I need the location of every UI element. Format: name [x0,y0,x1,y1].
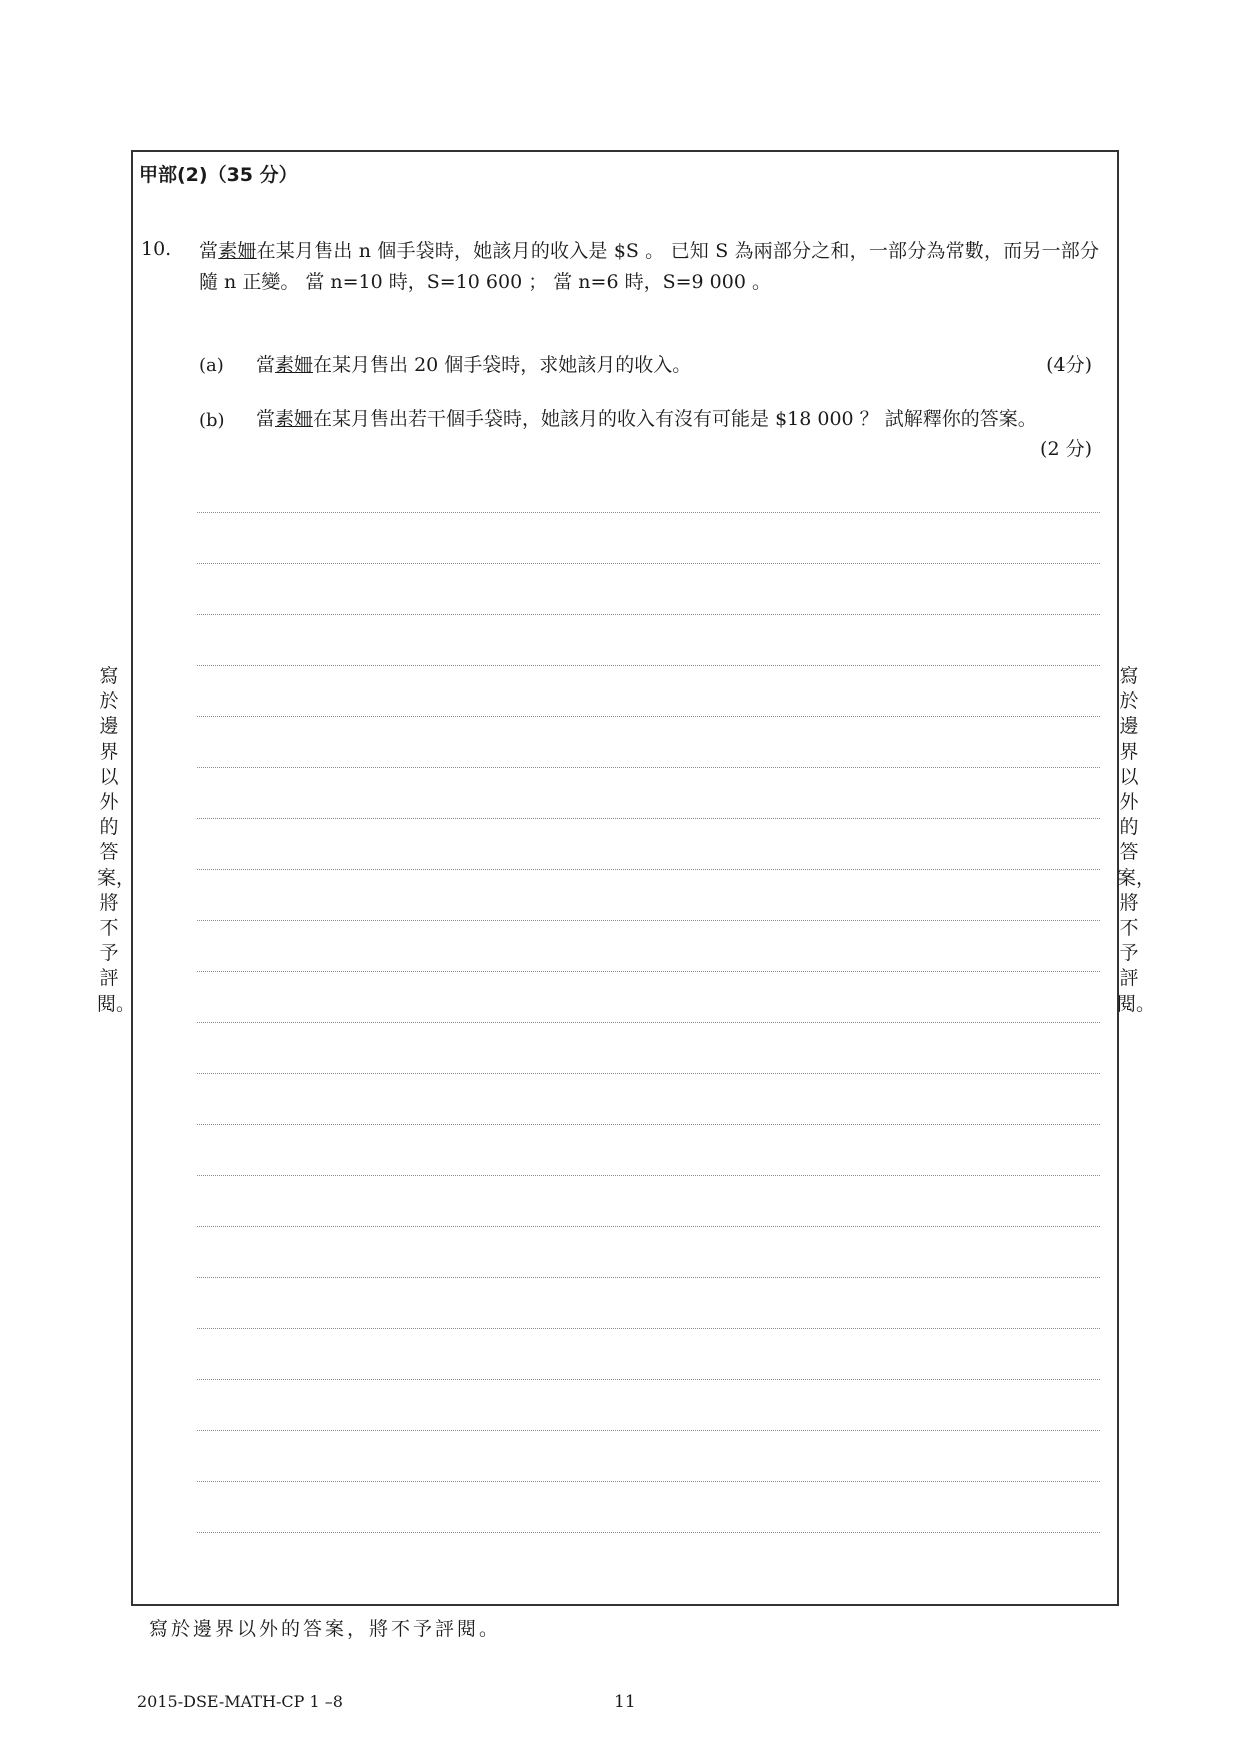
answer-line [197,1175,1100,1176]
part-b-marks: (2 分) [1040,438,1092,460]
part-b-label: (b) [199,410,225,431]
answer-line [197,1430,1100,1431]
side-notice-left: 寫於邊界以外的答案，將不予評閱。 [97,665,136,1015]
answer-line [197,818,1100,819]
answer-line [197,1481,1100,1482]
answer-line [197,1532,1100,1533]
answer-line [197,1379,1100,1380]
section-title: 甲部(2)（35 分） [139,164,298,186]
part-a-label: (a) [199,355,224,376]
answer-line [197,971,1100,972]
answer-line [197,1226,1100,1227]
answer-line [197,1022,1100,1023]
answer-line [197,1124,1100,1125]
part-a-text: 當素姍在某月售出 20 個手袋時，求她該月的收入。 [256,354,692,376]
part-b-text: 當素姍在某月售出若干個手袋時，她該月的收入有沒有可能是 $18 000 ？ 試解釋你的答案。 [256,408,1037,430]
question-number: 10. [141,238,172,260]
answer-line [197,512,1100,513]
answer-line [197,1328,1100,1329]
answer-line [197,716,1100,717]
answer-line [197,1277,1100,1278]
footer-code: 2015-DSE-MATH-CP 1 –8 [137,1692,343,1711]
page-number: 11 [614,1692,636,1712]
answer-line [197,767,1100,768]
name-underlined: 素姍 [275,408,314,430]
answer-line [197,563,1100,564]
name-underlined: 素姍 [275,354,314,376]
answer-line [197,920,1100,921]
answer-line [197,869,1100,870]
question-text: 當素姍在某月售出 n 個手袋時，她該月的收入是 $S 。 已知 S 為兩部分之和，一部分為常數，而另一部分隨 n 正變。 當 n=10 時，S=10 600 ； 當 n=6 時，S=9 000 。 [199,240,1099,293]
answer-line [197,1073,1100,1074]
name-underlined: 素姍 [218,240,257,262]
answer-line [197,614,1100,615]
side-notice-right: 寫於邊界以外的答案，將不予評閱。 [1117,665,1156,1015]
part-a-marks: (4分) [1046,354,1092,376]
answer-line [197,665,1100,666]
bottom-notice: 寫於邊界以外的答案，將不予評閱。 [149,1618,502,1640]
